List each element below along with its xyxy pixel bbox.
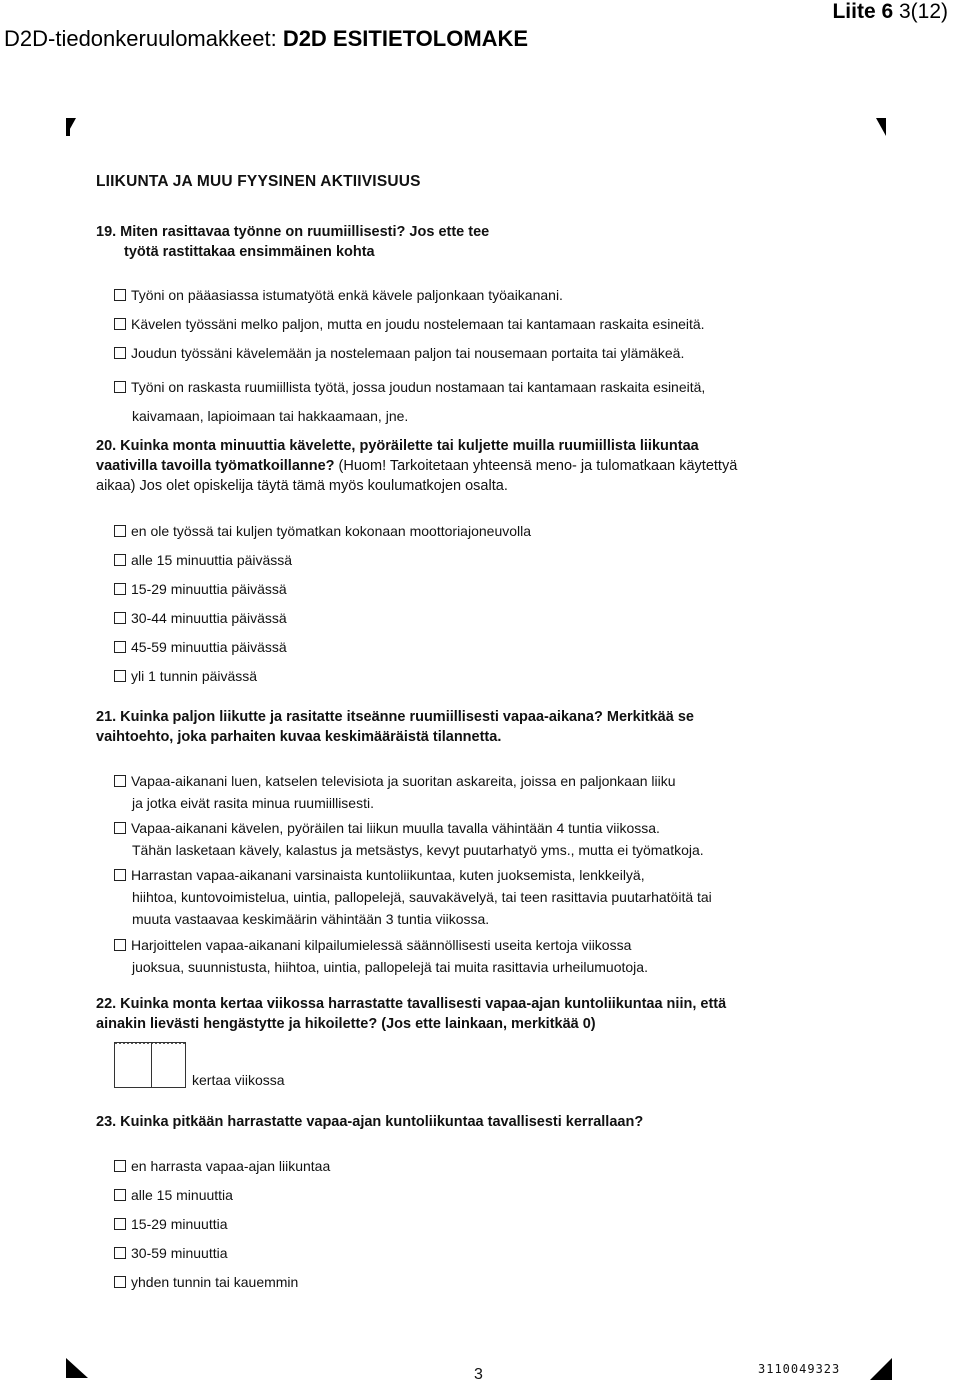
question-22-text-1: Kuinka monta kertaa viikossa harrastatte tavallisesti vapaa-ajan kuntoliikuntaa niin, että bbox=[120, 996, 727, 1012]
checkbox[interactable] bbox=[114, 318, 126, 330]
registration-mark-top-right bbox=[876, 118, 886, 136]
q20-option-6-label: yli 1 tunnin päivässä bbox=[131, 668, 258, 684]
header-prefix: D2D-tiedonkeruulomakkeet: bbox=[4, 26, 283, 51]
checkbox[interactable] bbox=[114, 869, 126, 881]
q20-option-2-label: alle 15 minuuttia päivässä bbox=[131, 552, 293, 568]
checkbox[interactable] bbox=[114, 641, 126, 653]
q23-option-4-label: 30-59 minuuttia bbox=[131, 1245, 228, 1261]
form-code: 3110049323 bbox=[758, 1362, 841, 1376]
q23-option-2[interactable] bbox=[114, 1186, 233, 1204]
checkbox[interactable] bbox=[114, 347, 126, 359]
checkbox[interactable] bbox=[114, 775, 126, 787]
form-title: D2D ESITIETOLOMAKE bbox=[282, 26, 529, 51]
q19-option-1[interactable] bbox=[114, 286, 563, 304]
attachment-page: 3(12) bbox=[893, 0, 948, 23]
checkbox[interactable] bbox=[114, 1247, 126, 1259]
q23-option-3-label: 15-29 minuuttia bbox=[131, 1216, 228, 1232]
q23-option-4[interactable] bbox=[114, 1244, 228, 1262]
q23-option-2-label: alle 15 minuuttia bbox=[131, 1187, 233, 1203]
q23-option-1-label: en harrasta vapaa-ajan liikuntaa bbox=[131, 1158, 331, 1174]
q20-option-4-label: 30-44 minuuttia päivässä bbox=[131, 610, 287, 626]
question-20-text-1: Kuinka monta minuuttia kävelette, pyöräilette tai kuljette muilla ruumiillista liikuntaa bbox=[120, 438, 699, 454]
question-21-text-1: Kuinka paljon liikutte ja rasitatte itseänne ruumiillisesti vapaa-aikana? Merkitkää se bbox=[120, 709, 694, 725]
checkbox[interactable] bbox=[114, 1160, 126, 1172]
checkbox[interactable] bbox=[114, 583, 126, 595]
question-21-text-2: vaihtoehto, joka parhaiten kuvaa keskimääräistä tilannetta. bbox=[96, 729, 502, 745]
q21-option-2[interactable] bbox=[114, 817, 704, 861]
q20-option-1[interactable] bbox=[114, 522, 531, 540]
question-19-text-2: työtä rastittakaa ensimmäinen kohta bbox=[124, 244, 375, 260]
question-22-text-2: ainakin lievästi hengästytte ja hikoilette? (Jos ette lainkaan, merkitkää 0) bbox=[96, 1016, 596, 1032]
q21-option-4-label: Harjoittelen vapaa-aikanani kilpailumielessä säännöllisesti useita kertoja viikossa bbox=[131, 937, 632, 953]
section-title: LIIKUNTA JA MUU FYYSINEN AKTIIVISUUS bbox=[96, 173, 421, 190]
q23-option-3[interactable] bbox=[114, 1215, 228, 1233]
checkbox[interactable] bbox=[114, 1276, 126, 1288]
registration-mark-bottom-left bbox=[66, 1358, 88, 1378]
q20-option-4[interactable] bbox=[114, 609, 287, 627]
q20-option-5[interactable] bbox=[114, 638, 287, 656]
q23-option-1[interactable] bbox=[114, 1157, 330, 1175]
registration-mark-bottom-right bbox=[870, 1358, 892, 1380]
checkbox[interactable] bbox=[114, 939, 126, 951]
q21-option-3[interactable] bbox=[114, 864, 712, 930]
times-per-week-input[interactable] bbox=[114, 1042, 186, 1088]
checkbox[interactable] bbox=[114, 612, 126, 624]
q20-option-6[interactable] bbox=[114, 667, 257, 685]
question-20-text-3: aikaa) Jos olet opiskelija täytä tämä myös koulumatkojen osalta. bbox=[96, 478, 508, 494]
q19-option-1-label: Työni on pääasiassa istumatyötä enkä kävele paljonkaan työaikanani. bbox=[131, 287, 563, 303]
question-19-number: 19. bbox=[96, 224, 117, 240]
question-23 bbox=[96, 1112, 643, 1132]
attachment-number: Liite 6 bbox=[832, 0, 894, 23]
question-22-number: 22. bbox=[96, 996, 117, 1012]
q21-option-1-cont: ja jotka eivät rasita minua ruumiillisesti. bbox=[132, 795, 374, 811]
digit-cell-1[interactable] bbox=[115, 1043, 152, 1087]
checkbox[interactable] bbox=[114, 525, 126, 537]
checkbox[interactable] bbox=[114, 289, 126, 301]
times-per-week-label: kertaa viikossa bbox=[192, 1072, 285, 1088]
checkbox[interactable] bbox=[114, 822, 126, 834]
question-22 bbox=[96, 994, 726, 1034]
question-23-text-1: Kuinka pitkään harrastatte vapaa-ajan kuntoliikuntaa tavallisesti kerrallaan? bbox=[120, 1114, 644, 1130]
q21-option-1[interactable] bbox=[114, 770, 676, 814]
document-header bbox=[4, 26, 528, 52]
q21-option-4-cont: juoksua, suunnistusta, hiihtoa, uintia, pallopelejä tai muita rasittavia urheilumuotoja. bbox=[132, 959, 648, 975]
checkbox[interactable] bbox=[114, 554, 126, 566]
q19-option-3-label: Joudun työssäni kävelemään ja nostelemaan paljon tai nousemaan portaita tai ylämäkeä. bbox=[131, 345, 685, 361]
q19-option-3[interactable] bbox=[114, 344, 684, 362]
q20-option-3-label: 15-29 minuuttia päivässä bbox=[131, 581, 287, 597]
q21-option-2-cont: Tähän lasketaan kävely, kalastus ja metsästys, kevyt puutarhatyö yms., mutta ei työmatkoja. bbox=[132, 842, 704, 858]
q23-option-5-label: yhden tunnin tai kauemmin bbox=[131, 1274, 299, 1290]
question-19-text-1: Miten rasittavaa työnne on ruumiillisesti? Jos ette tee bbox=[120, 224, 490, 240]
question-20 bbox=[96, 436, 737, 496]
question-20-text-2: vaativilla tavoilla työmatkoillanne? bbox=[96, 458, 335, 474]
q20-option-5-label: 45-59 minuuttia päivässä bbox=[131, 639, 287, 655]
question-20-note: (Huom! Tarkoitetaan yhteensä meno- ja tulomatkaan käytettyä bbox=[334, 458, 738, 474]
q21-option-3-label: Harrastan vapaa-aikanani varsinaista kuntoliikuntaa, kuten juoksemista, lenkkeilyä, bbox=[131, 867, 645, 883]
question-21-number: 21. bbox=[96, 709, 117, 725]
q21-option-3-cont-2: muuta vastaavaa keskimäärin vähintään 3 tuntia viikossa. bbox=[132, 911, 490, 927]
page-number: 3 bbox=[474, 1366, 483, 1383]
q20-option-1-label: en ole työssä tai kuljen työmatkan kokonaan moottoriajoneuvolla bbox=[131, 523, 532, 539]
checkbox[interactable] bbox=[114, 1189, 126, 1201]
checkbox[interactable] bbox=[114, 670, 126, 682]
q20-option-3[interactable] bbox=[114, 580, 287, 598]
q21-option-3-cont: hiihtoa, kuntovoimistelua, uintia, pallopelejä, sauvakävelyä, tai teen rasittavia puutarhatöitä tai bbox=[132, 889, 712, 905]
q19-option-4-label: Työni on raskasta ruumiillista työtä, jossa joudun nostamaan tai kantamaan raskaita esineitä, bbox=[131, 379, 706, 395]
question-20-number: 20. bbox=[96, 438, 117, 454]
question-19 bbox=[96, 222, 489, 262]
q19-option-2[interactable] bbox=[114, 315, 705, 333]
attachment-label bbox=[832, 0, 948, 24]
q19-option-2-label: Kävelen työssäni melko paljon, mutta en joudu nostelemaan tai kantamaan raskaita esineitä. bbox=[131, 316, 705, 332]
q21-option-2-label: Vapaa-aikanani kävelen, pyöräilen tai liikun muulla tavalla vähintään 4 tuntia viikossa. bbox=[131, 820, 660, 836]
q19-option-4-cont: kaivamaan, lapioimaan tai hakkaamaan, jne. bbox=[132, 408, 409, 424]
checkbox[interactable] bbox=[114, 381, 126, 393]
question-21 bbox=[96, 707, 694, 747]
q20-option-2[interactable] bbox=[114, 551, 292, 569]
q19-option-4[interactable] bbox=[114, 373, 705, 431]
registration-mark-top-left bbox=[66, 118, 76, 136]
question-23-number: 23. bbox=[96, 1114, 117, 1130]
q23-option-5[interactable] bbox=[114, 1273, 298, 1291]
q21-option-1-label: Vapaa-aikanani luen, katselen televisiota ja suoritan askareita, joissa en paljonkaan liiku bbox=[131, 773, 676, 789]
checkbox[interactable] bbox=[114, 1218, 126, 1230]
q21-option-4[interactable] bbox=[114, 934, 648, 978]
